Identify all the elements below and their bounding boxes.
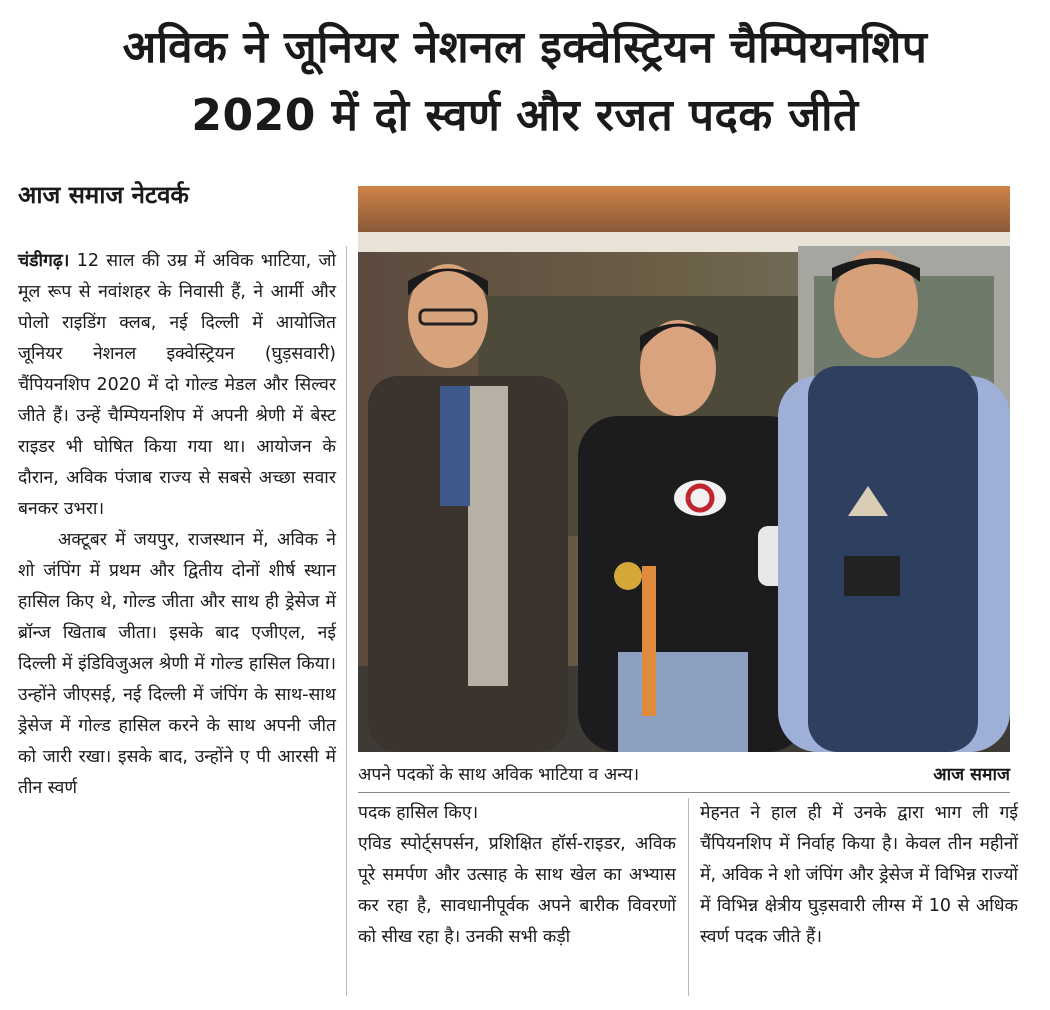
headline-line-2: 2020 में दो स्वर्ण और रजत पदक जीते <box>191 90 859 141</box>
paragraph-1-text: 12 साल की उम्र में अविक भाटिया, जो मूल रूप से नवांशहर के निवासी हैं, ने आर्मी और पोलो राइडिंग क्लब, नई दिल्ली में आयोजित जूनियर नेशनल इक्वेस्ट्रियन (घुड़सवारी) चैंपियनशिप 2020 में दो गोल्ड मेडल और सिल्वर जीते हैं। उन्हें चैम्पियनशिप में अपनी श्रेणी में बेस्ट राइडर भी घोषित किया गया था। आयोजन के दौरान, अविक पंजाब राज्य से सबसे अच्छा सवार बनकर उभरा। <box>18 251 336 519</box>
paragraph-5: मेहनत ने हाल ही में उनके द्वारा भाग ली गई चैंपियनशिप में निर्वाह किया है। केवल तीन महीनों में, अविक ने शो जंपिंग और ड्रेसेज में विभिन्न राज्यों में विभिन्न क्षेत्रीय घुड़सवारी लीग्स में 10 से अधिक स्वर्ण पदक जीते हैं। <box>700 803 1018 947</box>
column-divider-right <box>688 798 689 996</box>
byline: आज समाज नेटवर्क <box>18 181 189 209</box>
news-photo <box>358 186 1010 752</box>
paragraph-3-continued: पदक हासिल किए। <box>358 803 479 823</box>
photo-illustration <box>358 186 1010 752</box>
headline-line-1: अविक ने जूनियर नेशनल इक्वेस्ट्रियन चैम्पियनशिप <box>122 22 928 73</box>
paragraph-1 <box>18 246 336 525</box>
paragraph-2: अक्टूबर में जयपुर, राजस्थान में, अविक ने शो जंपिंग में प्रथम और द्वितीय दोनों शीर्ष स्थान हासिल किए थे, गोल्ड जीता और साथ ही ड्रेसेज में ब्रॉन्ज खिताब जीता। इसके बाद एजीएल, नई दिल्ली में इंडिविजुअल श्रेणी में गोल्ड हासिल किया। उन्होंने जीएसई, नई दिल्ली में जंपिंग के साथ-साथ ड्रेसेज में गोल्ड हासिल करने के साथ अपनी जीत को जारी रखा। इसके बाद, उन्होंने ए पी आरसी में तीन स्वर्ण <box>18 530 336 798</box>
caption-rule <box>358 792 1010 793</box>
article-column-left <box>18 246 336 804</box>
headline <box>0 14 1050 150</box>
photo-credit: आज समाज <box>933 765 1010 785</box>
article-column-right <box>700 798 1018 953</box>
article-column-middle <box>358 798 676 953</box>
dateline: चंडीगढ़। <box>18 251 70 271</box>
paragraph-4: एविड स्पोर्ट्सपर्सन, प्रशिक्षित हॉर्स-राइडर, अविक पूरे समर्पण और उत्साह के साथ खेल का अभ्यास कर रहा है, सावधानीपूर्वक अपने बारीक विवरणों को सीख रहा है। उनकी सभी कड़ी <box>358 834 676 947</box>
column-divider-left <box>346 246 347 996</box>
photo-caption: अपने पदकों के साथ अविक भाटिया व अन्य। <box>358 765 640 785</box>
